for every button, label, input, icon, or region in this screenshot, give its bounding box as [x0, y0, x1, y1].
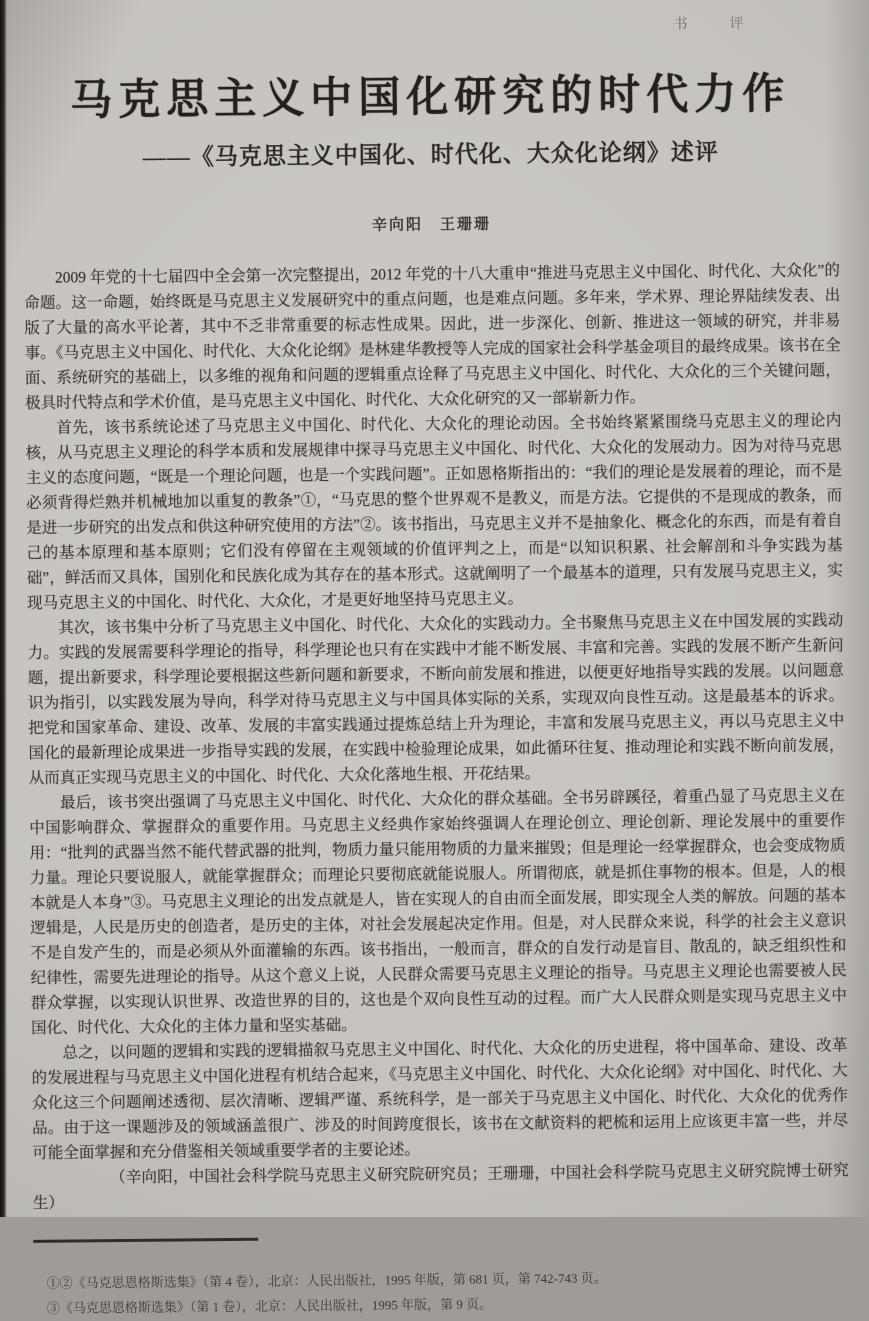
paragraph-intro: 2009 年党的十七届四中全会第一次完整提出，2012 年党的十八大重申“推进马克思主义中国化、时代化、大众化”的命题。这一命题，始终既是马克思主义发展研究中的重点问题，也是难点问题。多年来，学术界、理论界陆续发表、出版了大量的高水平论著，其中不乏非常重要的标志性成果。因此，进一步深化、创新、推进这一领域的研究，并非易事。《马克思主义中国化、时代化、大众化论纲》是林建华教授等人完成的国家社会科学基金项目的最终成果。该书在全面、系统研究的基础上，以多维的视角和问题的逻辑重点诠释了马克思主义中国化、时代化、大众化的三个关键问题，极具时代特点和学术价值，是马克思主义中国化、时代化、大众化研究的又一部崭新力作。: [24, 262, 841, 412]
footnote-divider: [33, 1238, 258, 1243]
paragraph-second-point: 其次，该书集中分析了马克思主义中国化、时代化、大众化的实践动力。全书聚焦马克思主义在中国发展的实践动力。实践的发展需要科学理论的指导，科学理论也只有在实践中才能不断发展、丰富和完善。实践的发展不断产生新问题，提出新要求，科学理论要根据这些新问题和新要求，不断向前发展和推进，以便更好地指导实践的发展。以问题意识为指引，以实践发展为导向，科学对待马克思主义与中国具体实际的关系，实现双向良性互动。这是最基本的诉求。把党和国家革命、建设、改革、发展的丰富实践通过提炼总结上升为理论，丰富和发展马克思主义，再以马克思主义中国化的最新理论成果进一步指导实践的发展，在实践中检验理论成果，如此循环往复、推动理论和实践不断向前发展，从而真正实现马克思主义的中国化、时代化、大众化落地生根、开花结果。: [27, 612, 845, 787]
page-content: [21, 0, 850, 1321]
author-affiliation-byline: （辛向阳，中国社会科学院马克思主义研究院研究员；王珊珊，中国社会科学院马克思主义研究院博士研究生）: [32, 1162, 849, 1212]
footnote-1-2: ①②《马克思恩格斯选集》（第 4 卷），北京：人民出版社，1995 年版，第 681 页，第 742-743 页。: [46, 1270, 607, 1291]
footnotes-section: [33, 1263, 849, 1321]
article-body: [24, 258, 849, 1216]
article-subtitle: ——《马克思主义中国化、时代化、大众化论纲》述评: [142, 139, 719, 170]
footnote-3: ③《马克思恩格斯选集》（第 1 卷），北京：人民出版社，1995 年版，第 9 页。: [46, 1296, 493, 1316]
paragraph-first-point: 首先，该书系统论述了马克思主义中国化、时代化、大众化的理论动因。全书始终紧紧围绕马克思主义的理论内核，从马克思主义理论的科学本质和发展规律中探寻马克思主义中国化、时代化、大众化的发展动力。因为对待马克思主义的态度问题，“既是一个理论问题，也是一个实践问题”。正如恩格斯指出的：“我们的理论是发展着的理论，而不是必须背得烂熟并机械地加以重复的教条”①，“马克思的整个世界观不是教义，而是方法。它提供的不是现成的教条，而是进一步研究的出发点和供这种研究使用的方法”②。该书指出，马克思主义并不是抽象化、概念化的东西，而是有着自己的基本原理和基本原则；它们没有停留在主观领域的价值评判之上，而是“以知识积累、社会解剖和斗争实践为基础”，鲜活而又具体，国别化和民族化成为其存在的基本形式。这就阐明了一个最基本的道理，只有发展马克思主义，实现马克思主义的中国化、时代化、大众化，才是更好地坚持马克思主义。: [25, 412, 843, 612]
paragraph-conclusion: 总之，以问题的逻辑和实践的逻辑描叙马克思主义中国化、时代化、大众化的历史进程，将中国革命、建设、改革的发展进程与马克思主义中国化进程有机结合起来，《马克思主义中国化、时代化、大众化论纲》对中国化、时代化、大众化这三个问题阐述透彻、层次清晰、逻辑严谨、系统科学，是一部关于马克思主义中国化、时代化、大众化的优秀作品。由于这一课题涉及的领域涵盖很广、涉及的时间跨度很长，该书在文献资料的耙梳和运用上应该更丰富一些，并尽可能全面掌握和充分借鉴相关领域重要学者的主要论述。: [31, 1037, 849, 1162]
paragraph-third-point: 最后，该书突出强调了马克思主义中国化、时代化、大众化的群众基础。全书另辟蹊径，着重凸显了马克思主义在中国影响群众、掌握群众的重要作用。马克思主义经典作家始终强调人在理论创立、理论创新、理论发展中的重要作用：“批判的武器当然不能代替武器的批判，物质力量只能用物质的力量来摧毁；但是理论一经掌握群众，也会变成物质力量。理论只要说服人，就能掌握群众；而理论只要彻底就能说服人。所谓彻底，就是抓住事物的根本。但是，人的根本就是人本身”③。马克思主义理论的出发点就是人，皆在实现人的自由而全面发展，即实现全人类的解放。问题的基本逻辑是，人民是历史的创造者，是历史的主体，对社会发展起决定作用。但是，对人民群众来说，科学的社会主义意识不是自发产生的，而是必须从外面灌输的东西。该书指出，一般而言，群众的自发行动是盲目、散乱的，缺乏组织性和纪律性，需要先进理论的指导。从这个意义上说，人民群众需要马克思主义理论的指导。马克思主义理论也需要被人民群众掌握，以实现认识世界、改造世界的目的，这也是个双向良性互动的过程。而广大人民群众则是实现马克思主义中国化、时代化、大众化的主体力量和坚实基础。: [29, 787, 847, 1037]
page-edge-shadow: [0, 0, 7, 1217]
section-label-book-review: 书 评: [673, 14, 758, 32]
article-title: 马克思主义中国化研究的时代力作: [70, 69, 791, 124]
authors-line: 辛向阳 王珊珊: [371, 216, 492, 234]
